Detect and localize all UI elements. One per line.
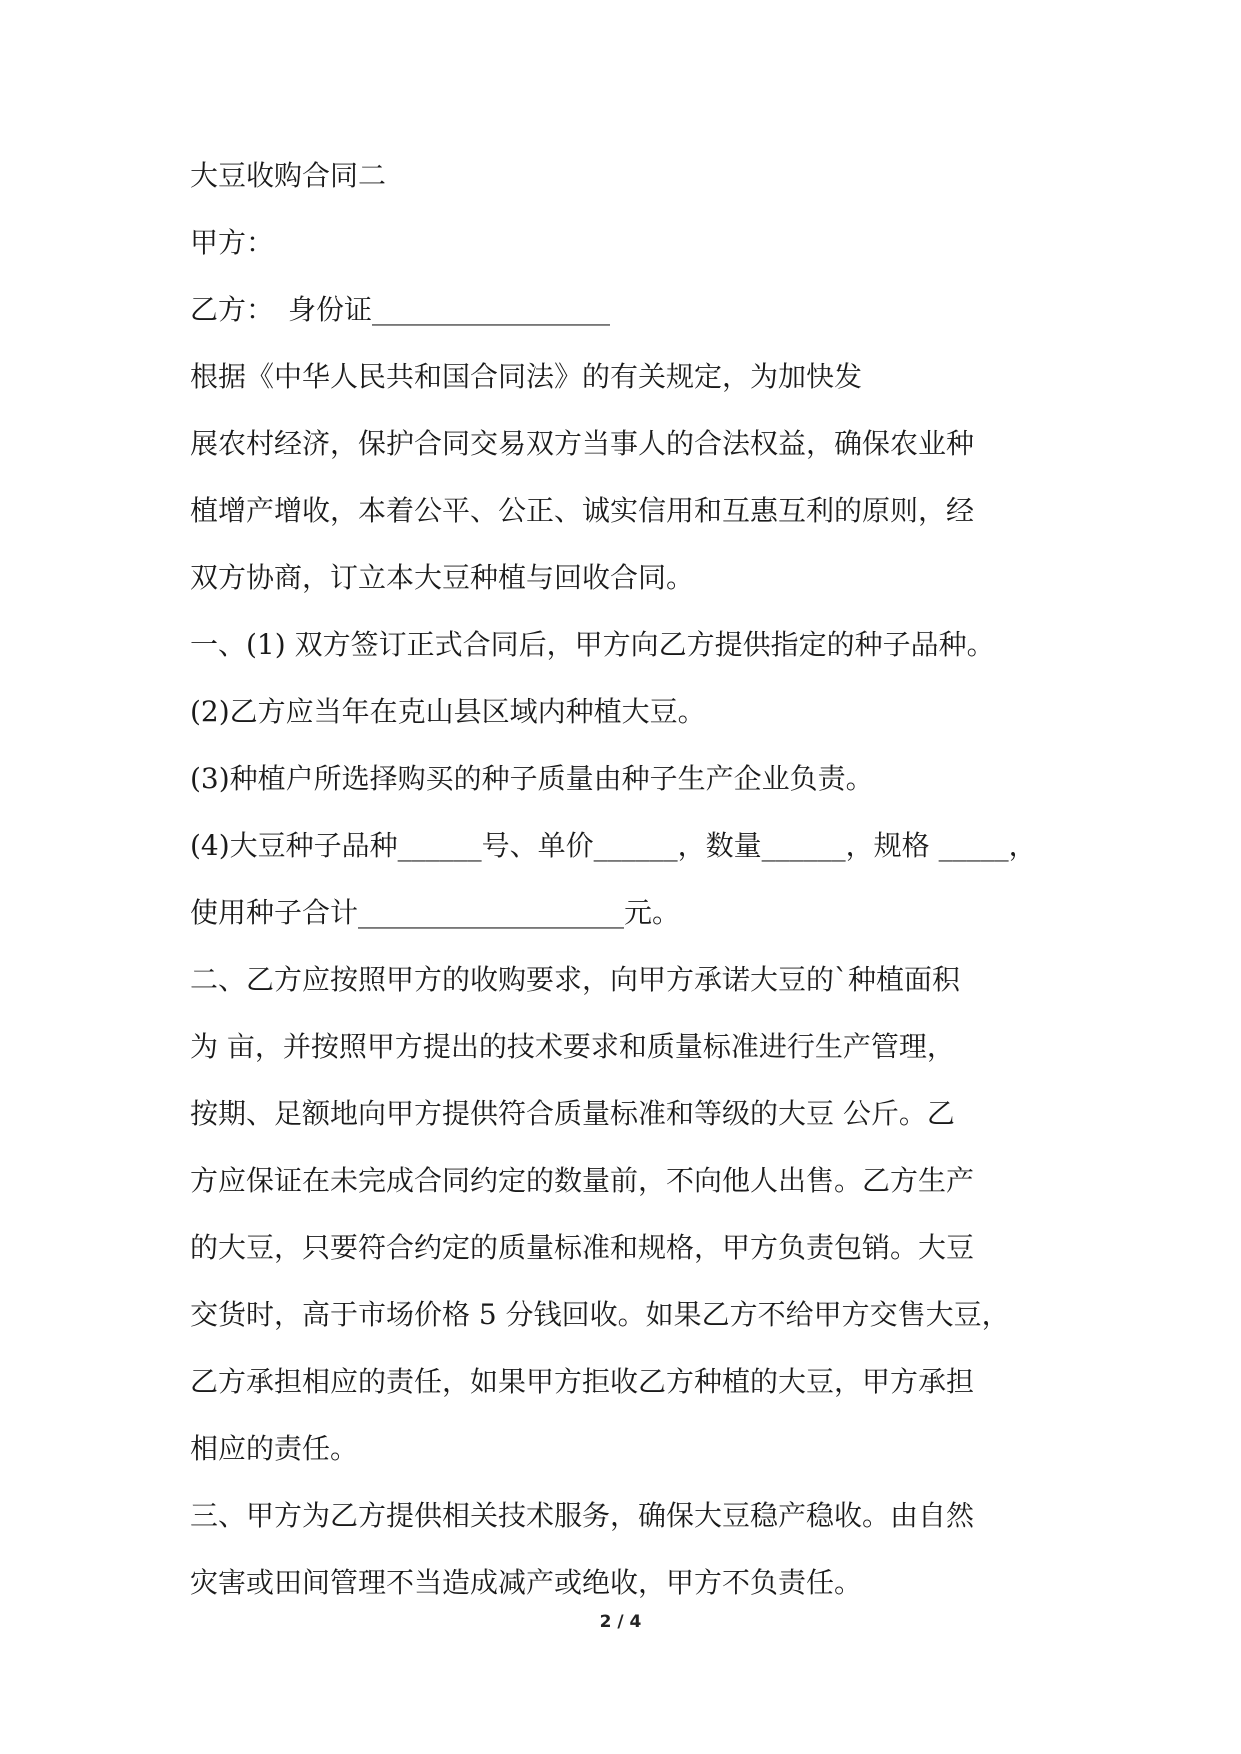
- body-line: 乙方承担相应的责任，如果甲方拒收乙方种植的大豆，甲方承担: [190, 1365, 975, 1398]
- clause-1-4: (4)大豆种子品种______号、单价______，数量______，规格 _____，: [190, 829, 1037, 862]
- party-b-line: 乙方： 身份证_________________: [190, 293, 611, 326]
- body-line: 展农村经济，保护合同交易双方当事人的合法权益，确保农业种: [190, 427, 975, 460]
- body-line: 的大豆，只要符合约定的质量标准和规格，甲方负责包销。大豆: [190, 1231, 975, 1264]
- clause-2: 二、乙方应按照甲方的收购要求，向甲方承诺大豆的`种植面积: [190, 963, 961, 996]
- clause-1-3: (3)种植户所选择购买的种子质量由种子生产企业负责。: [190, 762, 874, 795]
- clause-1-2: (2)乙方应当年在克山县区域内种植大豆。: [190, 695, 706, 728]
- body-line: 灾害或田间管理不当造成减产或绝收，甲方不负责任。: [190, 1566, 863, 1599]
- page-number: 2 / 4: [599, 1612, 642, 1632]
- clause-1-4-total: 使用种子合计___________________元。: [190, 896, 681, 929]
- body-line: 植增产增收，本着公平、公正、诚实信用和互惠互利的原则，经: [190, 494, 975, 527]
- document-title: 大豆收购合同二: [190, 159, 387, 192]
- body-line: 交货时，高于市场价格 5 分钱回收。如果乙方不给甲方交售大豆，: [190, 1298, 1010, 1331]
- body-line: 按期、足额地向甲方提供符合质量标准和等级的大豆 公斤。乙: [190, 1097, 955, 1130]
- clause-1-1: 一、(1) 双方签订正式合同后，甲方向乙方提供指定的种子品种。: [190, 628, 995, 661]
- body-line: 为 亩，并按照甲方提出的技术要求和质量标准进行生产管理，: [190, 1030, 955, 1063]
- body-line: 根据《中华人民共和国合同法》的有关规定，为加快发: [190, 360, 863, 393]
- clause-3: 三、甲方为乙方提供相关技术服务，确保大豆稳产稳收。由自然: [190, 1499, 975, 1532]
- party-a-line: 甲方：: [190, 226, 275, 259]
- body-line: 双方协商，订立本大豆种植与回收合同。: [190, 561, 695, 594]
- body-line: 相应的责任。: [190, 1432, 359, 1465]
- body-line: 方应保证在未完成合同约定的数量前，不向他人出售。乙方生产: [190, 1164, 975, 1197]
